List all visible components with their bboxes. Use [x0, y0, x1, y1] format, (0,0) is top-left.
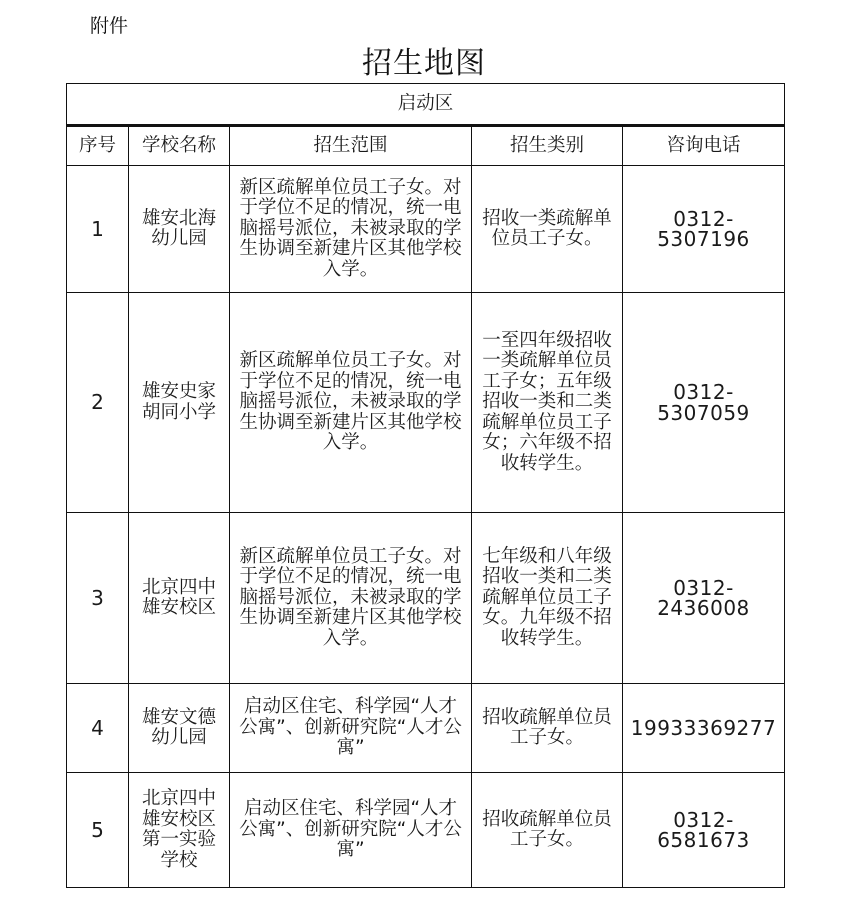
school-name: 北京四中雄安校区	[129, 513, 230, 684]
consult-phone: 0312-5307196	[623, 166, 785, 293]
zone-title: 启动区	[67, 84, 785, 126]
column-header-consult-phone: 咨询电话	[623, 126, 785, 166]
school-name: 雄安文德幼儿园	[129, 684, 230, 773]
row-number: 4	[67, 684, 129, 773]
consult-phone: 19933369277	[623, 684, 785, 773]
enrollment-category: 招收疏解单位员工子女。	[472, 684, 623, 773]
table-row	[67, 166, 785, 293]
column-header-row	[67, 126, 785, 166]
enrollment-scope: 新区疏解单位员工子女。对于学位不足的情况，统一电脑摇号派位，未被录取的学生协调至新建片区其他学校入学。	[230, 166, 472, 293]
enrollment-category: 招收一类疏解单位员工子女。	[472, 166, 623, 293]
table-row	[67, 773, 785, 888]
enrollment-category: 七年级和八年级招收一类和二类疏解单位员工子女。九年级不招收转学生。	[472, 513, 623, 684]
table-row	[67, 513, 785, 684]
row-number: 5	[67, 773, 129, 888]
school-name: 雄安北海幼儿园	[129, 166, 230, 293]
enrollment-scope: 启动区住宅、科学园“人才公寓”、创新研究院“人才公寓”	[230, 773, 472, 888]
enrollment-scope: 启动区住宅、科学园“人才公寓”、创新研究院“人才公寓”	[230, 684, 472, 773]
row-number: 3	[67, 513, 129, 684]
column-header-enrollment-scope: 招生范围	[230, 126, 472, 166]
enrollment-category: 一至四年级招收一类疏解单位员工子女；五年级招收一类和二类疏解单位员工子女；六年级不招收转学生。	[472, 293, 623, 513]
row-number: 1	[67, 166, 129, 293]
zone-header-row	[67, 84, 785, 126]
table-row	[67, 293, 785, 513]
column-header-enrollment-category: 招生类别	[472, 126, 623, 166]
enrollment-table	[66, 83, 785, 888]
enrollment-scope: 新区疏解单位员工子女。对于学位不足的情况，统一电脑摇号派位，未被录取的学生协调至新建片区其他学校入学。	[230, 293, 472, 513]
consult-phone: 0312-6581673	[623, 773, 785, 888]
enrollment-category: 招收疏解单位员工子女。	[472, 773, 623, 888]
school-name: 雄安史家胡同小学	[129, 293, 230, 513]
column-header-number: 序号	[67, 126, 129, 166]
school-name: 北京四中雄安校区第一实验学校	[129, 773, 230, 888]
enrollment-scope: 新区疏解单位员工子女。对于学位不足的情况，统一电脑摇号派位，未被录取的学生协调至新建片区其他学校入学。	[230, 513, 472, 684]
column-header-school-name: 学校名称	[129, 126, 230, 166]
consult-phone: 0312-5307059	[623, 293, 785, 513]
page-title: 招生地图	[362, 46, 486, 81]
row-number: 2	[67, 293, 129, 513]
consult-phone: 0312-2436008	[623, 513, 785, 684]
table-row	[67, 684, 785, 773]
attachment-label: 附件	[90, 15, 129, 37]
